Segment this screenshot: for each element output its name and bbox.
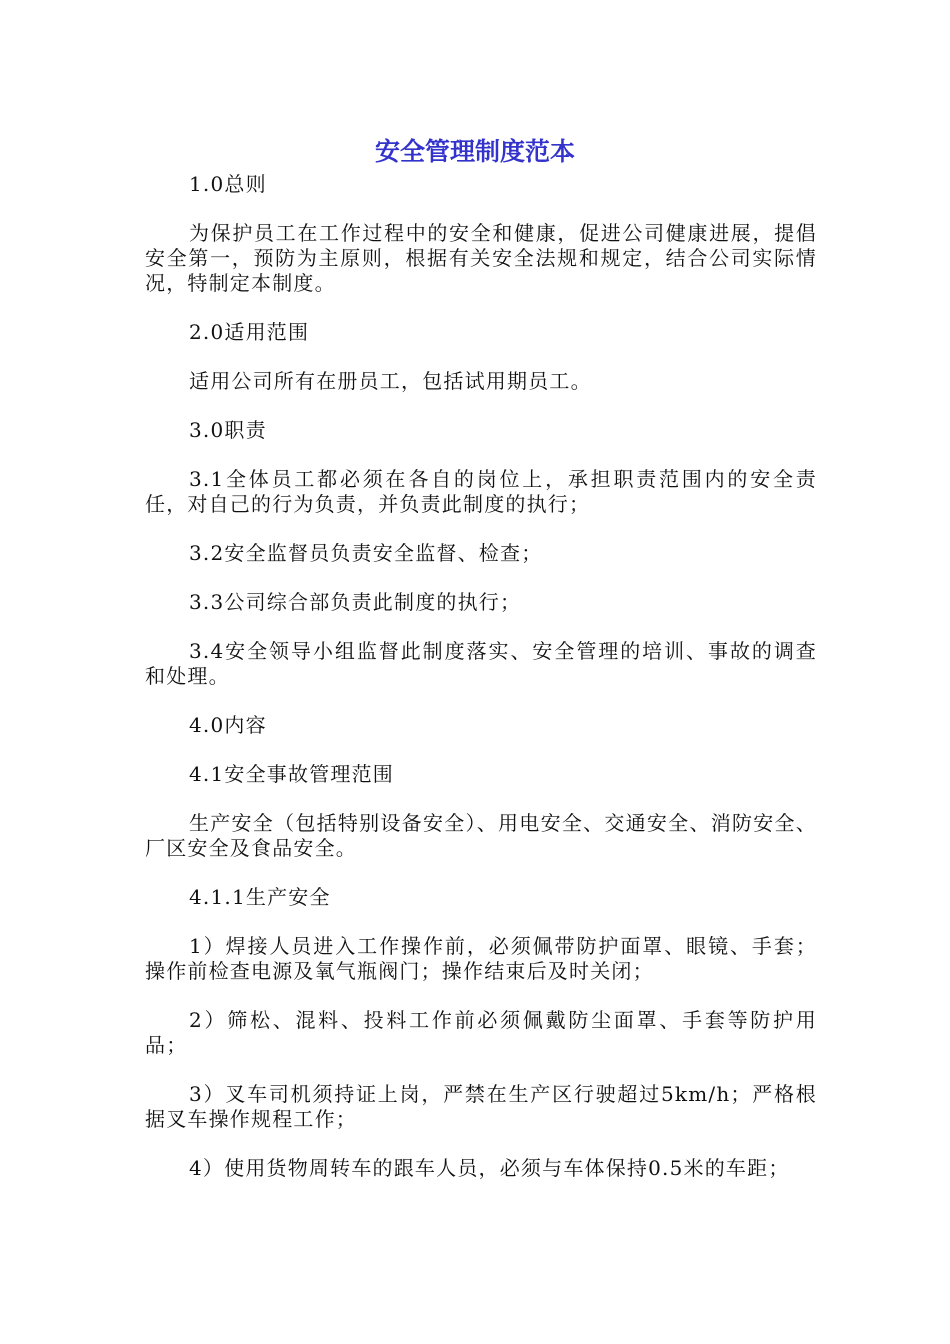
paragraph-duty-3-3: 3.3公司综合部负责此制度的执行； [189, 590, 522, 614]
list-item-1: 1）焊接人员进入工作操作前，必须佩带防护面罩、眼镜、手套；操作前检查电源及氧气瓶阀门；操作结束后及时关闭； [145, 934, 817, 983]
subsection-heading-4-1: 4.1安全事故管理范围 [189, 762, 395, 786]
document-title: 安全管理制度范本 [374, 137, 575, 166]
section-heading-general: 1.0总则 [189, 172, 267, 196]
paragraph-scope: 适用公司所有在册员工，包括试用期员工。 [189, 369, 592, 393]
section-heading-duties: 3.0职责 [189, 418, 267, 442]
subsection-heading-4-1-1: 4.1.1生产安全 [189, 885, 331, 909]
section-heading-content: 4.0内容 [189, 713, 267, 737]
list-item-2: 2）筛松、混料、投料工作前必须佩戴防尘面罩、手套等防护用品； [145, 1008, 817, 1057]
list-item-3: 3）叉车司机须持证上岗，严禁在生产区行驶超过5km/h；严格根据叉车操作规程工作； [145, 1082, 817, 1131]
section-heading-scope: 2.0适用范围 [189, 320, 310, 344]
document-body [145, 172, 817, 1205]
paragraph-duty-3-2: 3.2安全监督员负责安全监督、检查； [189, 541, 543, 565]
paragraph-safety-scope: 生产安全（包括特别设备安全）、用电安全、交通安全、消防安全、厂区安全及食品安全。 [145, 811, 817, 860]
list-item-4: 4）使用货物周转车的跟车人员，必须与车体保持0.5米的车距； [189, 1156, 790, 1180]
paragraph-duty-3-4: 3.4安全领导小组监督此制度落实、安全管理的培训、事故的调查和处理。 [145, 639, 817, 688]
paragraph-purpose: 为保护员工在工作过程中的安全和健康，促进公司健康进展，提倡安全第一，预防为主原则，根据有关安全法规和规定，结合公司实际情况，特制定本制度。 [145, 221, 817, 295]
paragraph-duty-3-1: 3.1全体员工都必须在各自的岗位上，承担职责范围内的安全责任，对自己的行为负责，并负责此制度的执行； [145, 467, 817, 516]
